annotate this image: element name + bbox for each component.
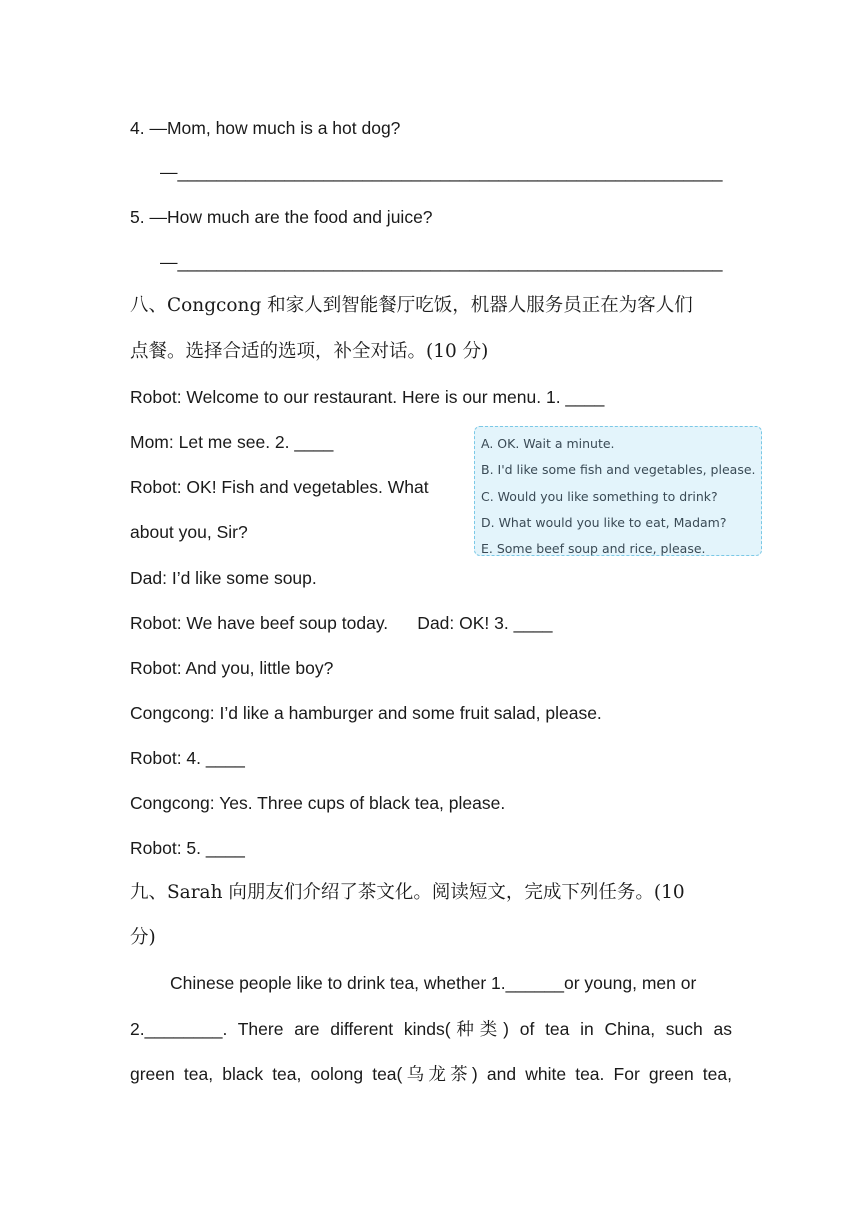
options-box	[474, 426, 762, 556]
dialog-line-6: Robot: We have beef soup today. Dad: OK! 3. ____	[130, 613, 553, 633]
dialog-line-4: about you, Sir?	[130, 522, 248, 542]
dialog-line-7: Robot: And you, little boy?	[130, 658, 334, 678]
option-c[interactable]: C. Would you like something to drink?	[481, 488, 718, 504]
question-4: 4. —Mom, how much is a hot dog?	[130, 118, 401, 138]
option-e[interactable]: E. Some beef soup and rice, please.	[481, 541, 706, 557]
answer-line-5[interactable]: —________________________________________________________	[160, 252, 723, 272]
dialog-line-3: Robot: OK! Fish and vegetables. What	[130, 477, 429, 497]
dialog-line-9: Robot: 4. ____	[130, 748, 245, 768]
section-8-title-line-2: 点餐。选择合适的选项，补全对话。(10 分)	[130, 341, 489, 362]
dialog-line-10: Congcong: Yes. Three cups of black tea, please.	[130, 793, 506, 813]
dialog-line-5: Dad: I’d like some soup.	[130, 568, 317, 588]
dialog-line-8: Congcong: I’d like a hamburger and some fruit salad, please.	[130, 703, 602, 723]
passage-line-1: Chinese people like to drink tea, whether 1.______or young, men or	[170, 973, 697, 993]
option-d[interactable]: D. What would you like to eat, Madam?	[481, 514, 727, 530]
section-9-title-line-2: 分)	[130, 927, 156, 948]
option-b[interactable]: B. I'd like some fish and vegetables, please.	[481, 462, 756, 478]
question-5: 5. —How much are the food and juice?	[130, 207, 433, 227]
dialog-line-11: Robot: 5. ____	[130, 838, 245, 858]
passage-line-3: green tea, black tea, oolong tea(乌龙茶) and white tea. For green tea,	[130, 1064, 732, 1084]
dialog-line-1: Robot: Welcome to our restaurant. Here is our menu. 1. ____	[130, 387, 605, 407]
section-8-title-line-1: 八、Congcong 和家人到智能餐厅吃饭，机器人服务员正在为客人们	[130, 295, 693, 316]
dialog-line-2: Mom: Let me see. 2. ____	[130, 432, 334, 452]
option-a[interactable]: A. OK. Wait a minute.	[481, 436, 615, 451]
answer-line-4[interactable]: —________________________________________________________	[160, 162, 723, 182]
section-9-title-line-1: 九、Sarah 向朋友们介绍了茶文化。阅读短文，完成下列任务。(10	[130, 882, 685, 903]
passage-line-2: 2.________. There are different kinds(种类) of tea in China, such as	[130, 1019, 732, 1039]
